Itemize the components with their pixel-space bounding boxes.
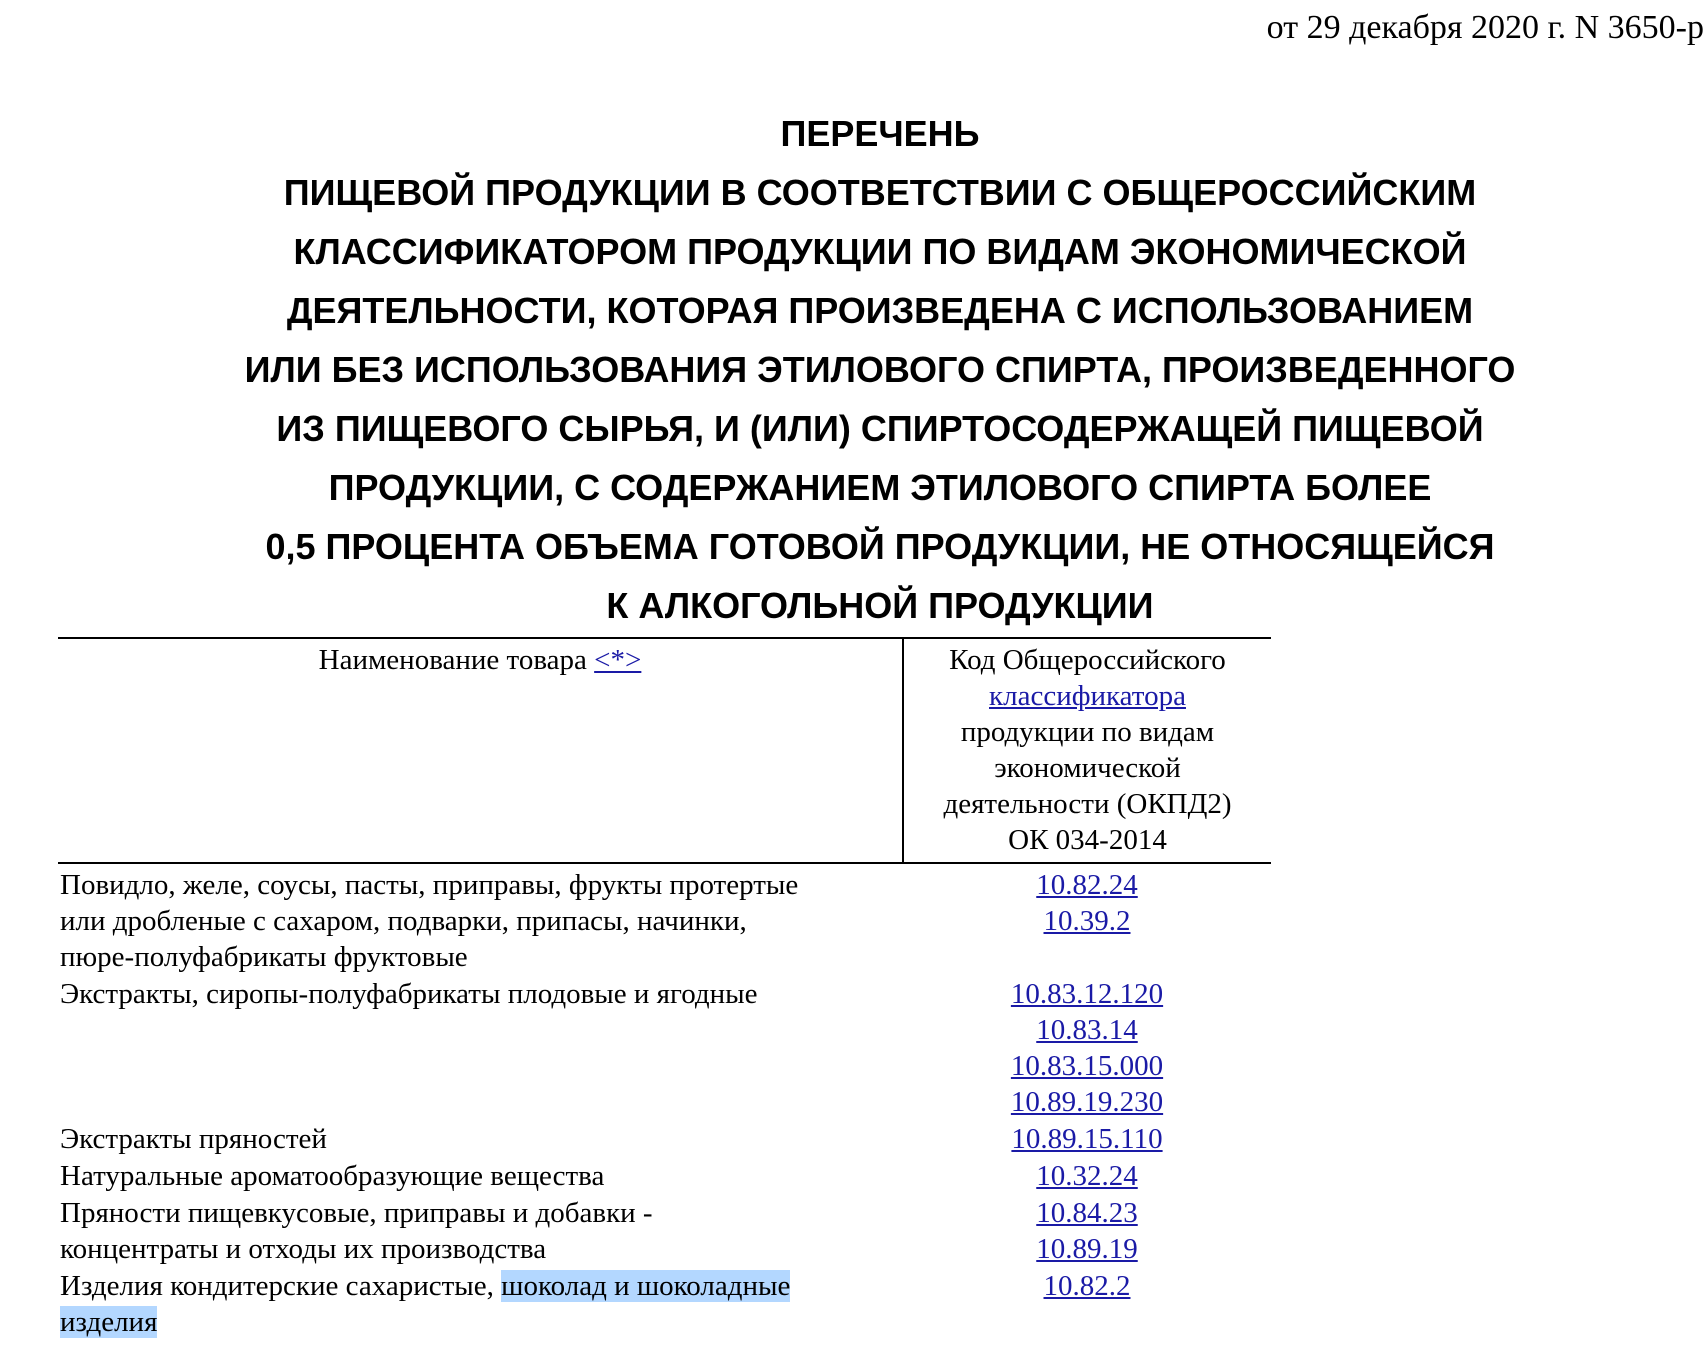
code-header-line: продукции по видам — [960, 716, 1215, 748]
okpd2-code-link[interactable]: 10.89.15.110 — [1011, 1123, 1163, 1155]
okpd2-code-link[interactable]: 10.32.24 — [1036, 1160, 1138, 1192]
product-name-cell — [58, 1120, 903, 1157]
okpd2-code-link[interactable]: 10.39.2 — [1043, 905, 1131, 937]
okpd2-code-link[interactable]: 10.83.12.120 — [1010, 978, 1164, 1010]
product-name-cell — [58, 863, 903, 975]
code-header-line: ОК 034-2014 — [1008, 824, 1167, 856]
table-row — [58, 1157, 1271, 1194]
title-line: 0,5 ПРОЦЕНТА ОБЪЕМА ГОТОВОЙ ПРОДУКЦИИ, НЕ ОТНОСЯЩЕЙСЯ — [265, 526, 1495, 567]
title-line: К АЛКОГОЛЬНОЙ ПРОДУКЦИИ — [606, 585, 1154, 626]
product-name-line: пюре-полуфабрикаты фруктовые — [60, 941, 468, 973]
selected-text: изделия — [60, 1306, 158, 1338]
title-line: ИЛИ БЕЗ ИСПОЛЬЗОВАНИЯ ЭТИЛОВОГО СПИРТА, ПРОИЗВЕДЕННОГО — [244, 349, 1516, 390]
code-header-line: деятельности (ОКПД2) — [943, 788, 1232, 820]
title-line: ПЕРЕЧЕНЬ — [780, 113, 980, 154]
okpd2-codes-cell — [903, 975, 1271, 1120]
okpd2-code-link[interactable]: 10.82.24 — [1036, 869, 1138, 901]
table-row — [58, 975, 1271, 1120]
okpd2-code-link[interactable]: 10.83.15.000 — [1010, 1050, 1164, 1082]
table-header-row — [58, 638, 1271, 863]
okpd2-code-link[interactable]: 10.89.19 — [1036, 1233, 1138, 1265]
okpd2-codes-cell — [903, 1267, 1271, 1340]
product-name-cell — [58, 975, 903, 1120]
product-name-cell — [58, 1194, 903, 1267]
code-header-line: Код Общероссийского — [949, 644, 1226, 676]
title-line: ДЕЯТЕЛЬНОСТИ, КОТОРАЯ ПРОИЗВЕДЕНА С ИСПОЛЬЗОВАНИЕМ — [286, 290, 1474, 331]
document-title — [60, 104, 1700, 635]
okpd2-codes-cell — [903, 1194, 1271, 1267]
table-row — [58, 1194, 1271, 1267]
product-name-text: Изделия кондитерские сахаристые, — [60, 1270, 502, 1302]
title-line: ПРОДУКЦИИ, С СОДЕРЖАНИЕМ ЭТИЛОВОГО СПИРТА БОЛЕЕ — [328, 467, 1432, 508]
okpd2-codes-cell — [903, 1120, 1271, 1157]
okpd2-codes-cell — [903, 863, 1271, 975]
column-header-name-label: Наименование товара — [318, 644, 587, 676]
selected-text: шоколад и шоколадные — [501, 1270, 791, 1302]
okpd2-code-link[interactable]: 10.89.19.230 — [1010, 1086, 1164, 1118]
title-line: ПИЩЕВОЙ ПРОДУКЦИИ В СООТВЕТСТВИИ С ОБЩЕРОССИЙСКИМ — [283, 172, 1477, 213]
table-row — [58, 1120, 1271, 1157]
product-name-cell — [58, 1267, 903, 1340]
product-name-cell — [58, 1157, 903, 1194]
okpd2-code-link[interactable]: 10.83.14 — [1036, 1014, 1138, 1046]
column-header-code — [903, 638, 1271, 863]
title-line: КЛАССИФИКАТОРОМ ПРОДУКЦИИ ПО ВИДАМ ЭКОНОМИЧЕСКОЙ — [293, 231, 1467, 272]
table-row — [58, 1267, 1271, 1340]
product-name-line: или дробленые с сахаром, подварки, припасы, начинки, — [60, 905, 747, 937]
document-date-number: от 29 декабря 2020 г. N 3650-р — [1266, 9, 1704, 46]
title-line: ИЗ ПИЩЕВОГО СЫРЬЯ, И (ИЛИ) СПИРТОСОДЕРЖАЩЕЙ ПИЩЕВОЙ — [276, 408, 1484, 449]
code-header-line: экономической — [994, 752, 1181, 784]
column-header-name — [58, 638, 903, 863]
table-row — [58, 863, 1271, 975]
footnote-link[interactable]: <*> — [594, 644, 642, 676]
product-name-line: Пряности пищевкусовые, приправы и добавки - — [60, 1197, 653, 1229]
product-name-line: Экстракты пряностей — [60, 1123, 327, 1155]
classifier-link[interactable]: классификатора — [989, 680, 1186, 712]
okpd2-codes-cell — [903, 1157, 1271, 1194]
product-name-line: концентраты и отходы их производства — [60, 1233, 547, 1265]
okpd2-code-link[interactable]: 10.84.23 — [1036, 1197, 1138, 1229]
product-name-line: Натуральные ароматообразующие вещества — [60, 1160, 605, 1192]
product-name-line: Экстракты, сиропы-полуфабрикаты плодовые и ягодные — [60, 978, 758, 1010]
okpd2-code-link[interactable]: 10.82.2 — [1043, 1270, 1131, 1302]
product-name-line: Повидло, желе, соусы, пасты, приправы, фрукты протертые — [60, 869, 799, 901]
goods-table — [58, 637, 1271, 1340]
